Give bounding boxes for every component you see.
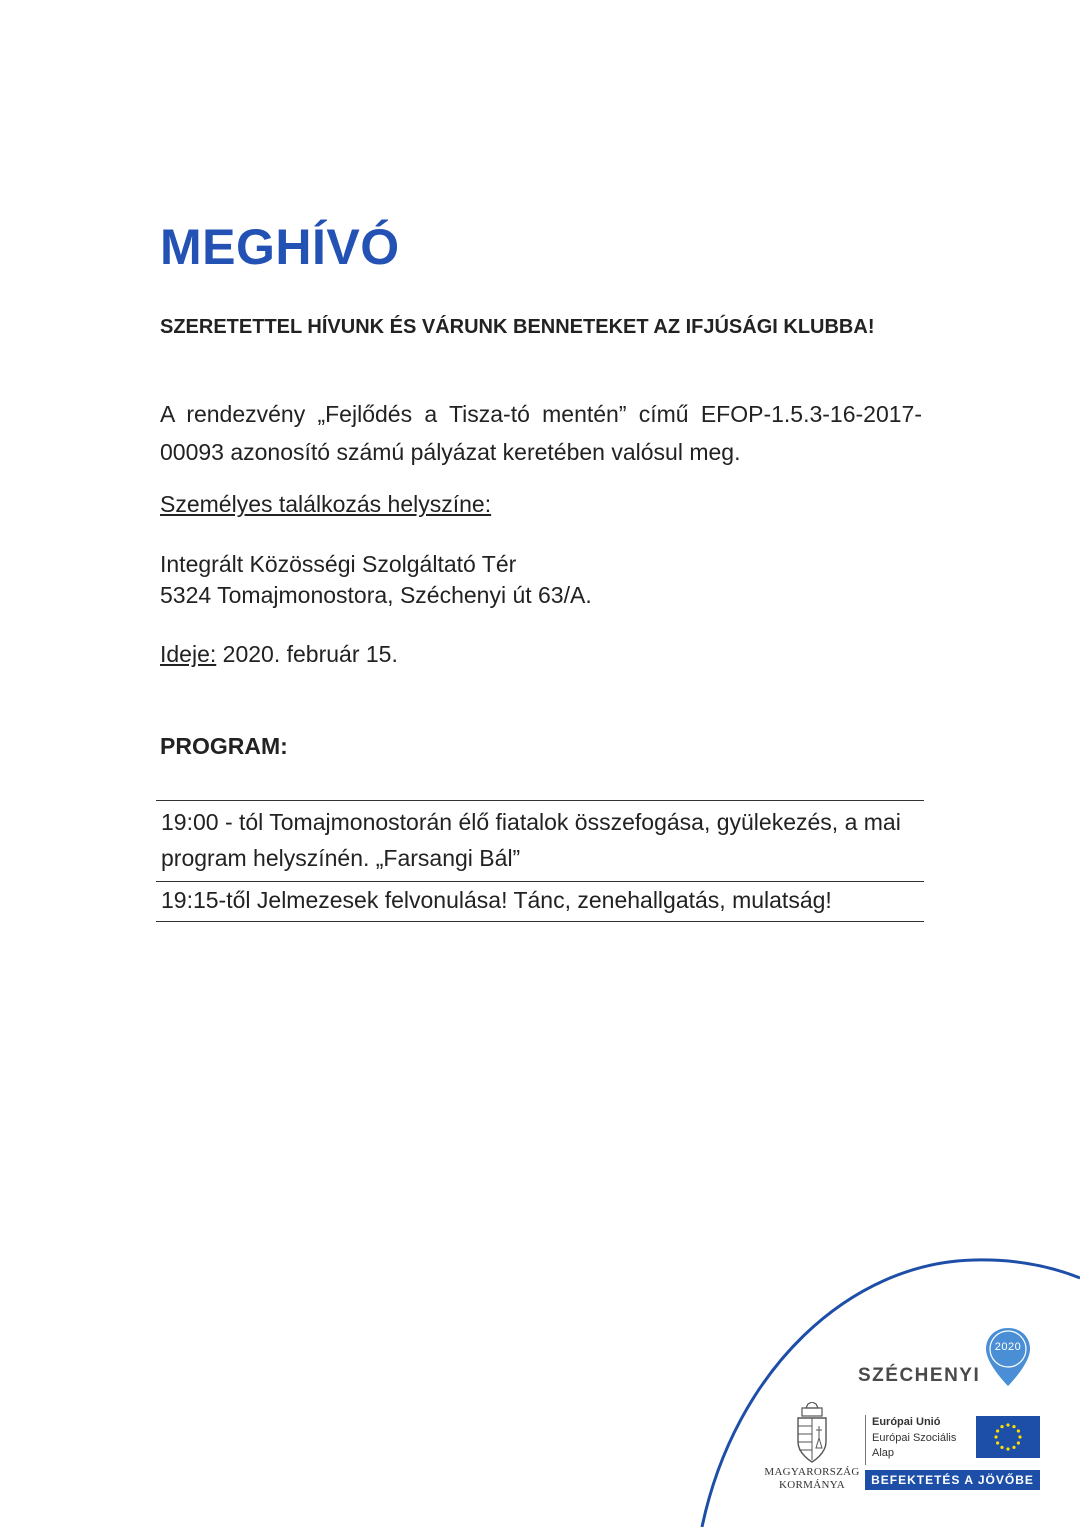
page-title: MEGHÍVÓ bbox=[160, 219, 400, 275]
venue-name: Integrált Közösségi Szolgáltató Tér bbox=[160, 551, 517, 577]
coat-of-arms-icon bbox=[790, 1402, 834, 1464]
szechenyi-logo-text: SZÉCHENYI bbox=[858, 1365, 981, 1386]
invitation-subtitle: SZERETETTEL HÍVUNK ÉS VÁRUNK BENNETEKET AZ IFJÚSÁGI KLUBBA! bbox=[160, 316, 875, 338]
eu-flag-icon bbox=[976, 1416, 1040, 1458]
date-value: 2020. február 15. bbox=[216, 641, 398, 667]
location-pin-icon bbox=[983, 1326, 1033, 1388]
program-row: 19:15-től Jelmezesek felvonulása! Tánc, zenehallgatás, mulatság! bbox=[156, 882, 924, 922]
government-logo-text bbox=[762, 1466, 862, 1492]
intro-paragraph: A rendezvény „Fejlődés a Tisza-tó mentén” című EFOP-1.5.3-16-2017-00093 azonosító számú pályázat keretében valósul meg. bbox=[160, 401, 922, 465]
gov-line-2: KORMÁNYA bbox=[779, 1479, 845, 1491]
program-heading: PROGRAM: bbox=[160, 733, 288, 759]
venue-address: 5324 Tomajmonostora, Széchenyi út 63/A. bbox=[160, 582, 592, 608]
date-label: Ideje: bbox=[160, 641, 217, 667]
eu-title: Európai Unió bbox=[872, 1416, 941, 1428]
invest-banner: BEFEKTETÉS A JÖVŐBE bbox=[865, 1470, 1040, 1490]
venue-heading: Személyes találkozás helyszíne: bbox=[160, 491, 492, 517]
eu-divider bbox=[865, 1415, 866, 1465]
szechenyi-year: 2020 bbox=[994, 1341, 1022, 1353]
program-row: 19:00 - tól Tomajmonostorán élő fiatalok összefogása, gyülekezés, a mai program helyszínén. „Farsangi Bál” bbox=[156, 801, 924, 882]
eu-fund: Európai Szociális Alap bbox=[872, 1432, 957, 1459]
gov-line-1: MAGYARORSZÁG bbox=[764, 1466, 860, 1478]
